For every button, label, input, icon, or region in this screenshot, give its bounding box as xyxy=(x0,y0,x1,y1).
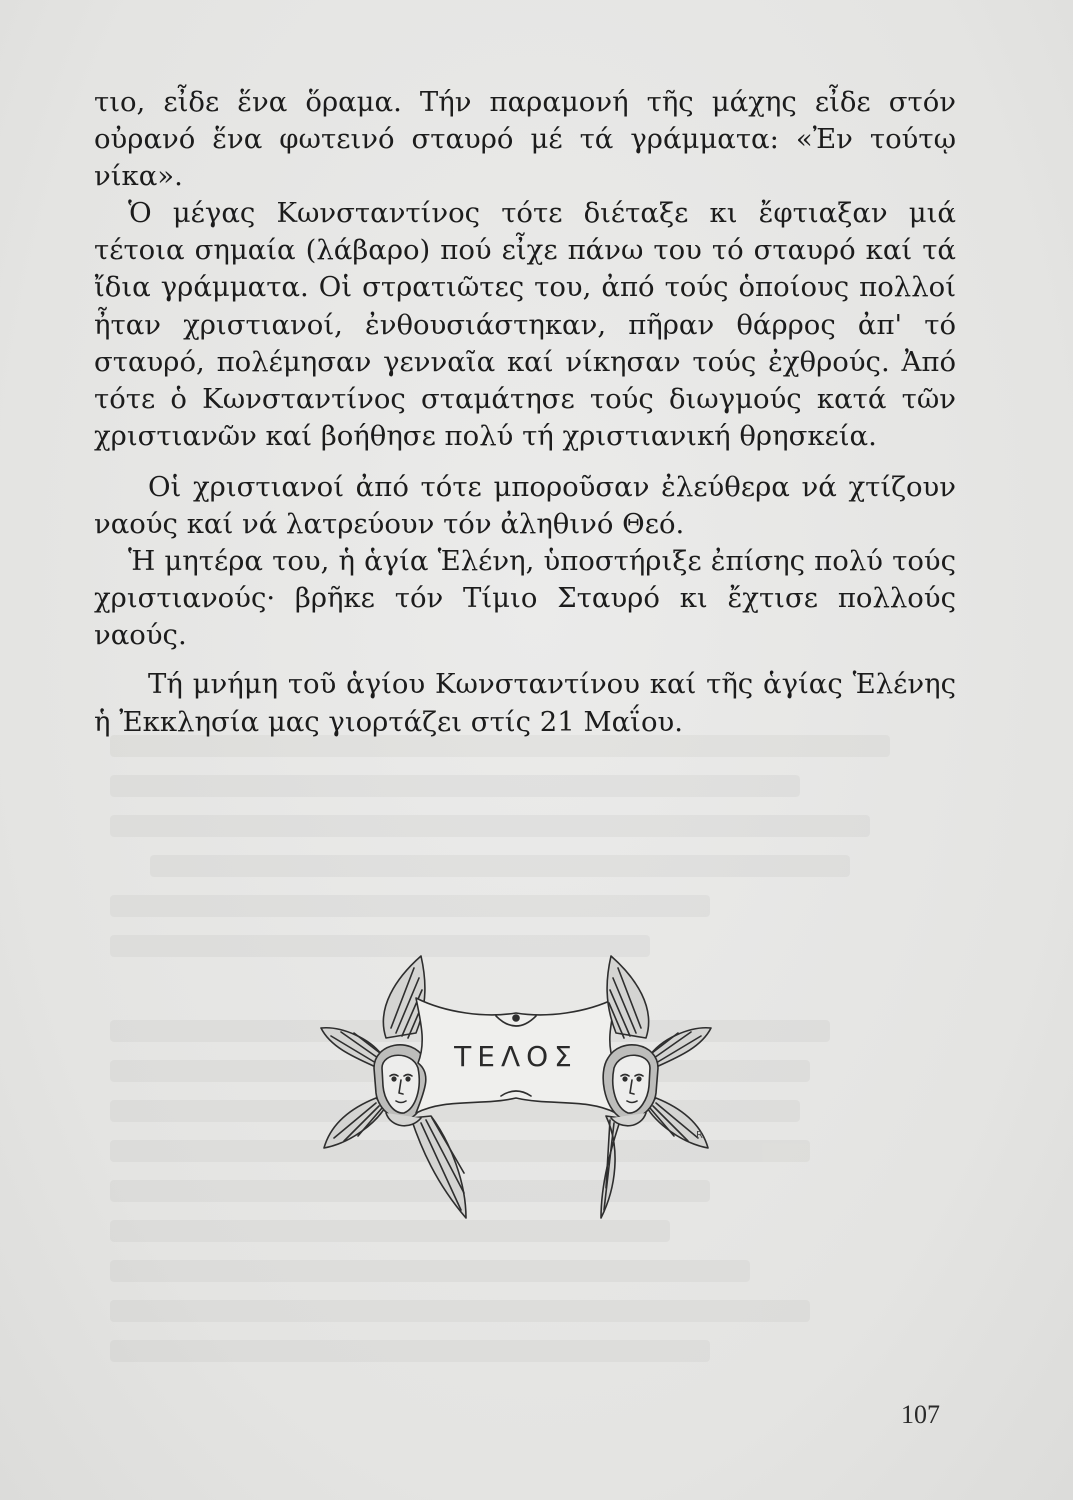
end-ornament-angels xyxy=(316,948,716,1223)
right-upper-wing xyxy=(607,956,649,1038)
left-lower-wing xyxy=(411,1116,466,1218)
paragraph-helen: Ἡ μητέρα του, ἡ ἁγία Ἑλένη, ὑποστήριξε ἐπίσης πολύ τούς χριστιανούς· βρῆκε τόν Τίμιο Σταυρό κι ἔχτισε πολλούς ναούς. xyxy=(94,545,956,652)
banner-text: ΤΕΛΟΣ xyxy=(454,1040,578,1073)
paragraph-feast-day: Τή μνήμη τοῦ ἁγίου Κωνσταντίνου καί τῆς ἁγίας Ἑλένης ἡ Ἐκκλησία μας γιορτάζει στίς 21 Μαΐου. xyxy=(94,668,956,738)
artist-signature: R xyxy=(696,1130,703,1141)
right-angel-head xyxy=(603,1045,658,1126)
paragraph-vision: τιο, εἶδε ἕνα ὅραμα. Τήν παραμονή τῆς μάχης εἶδε στόν οὐρανό ἕνα φωτεινό σταυρό μέ τά γράμματα: «Ἐν τούτῳ νίκα». xyxy=(94,86,956,193)
right-lower-wing xyxy=(601,1116,621,1218)
left-upper-wing xyxy=(383,956,425,1038)
body-text xyxy=(94,84,956,741)
paragraph-churches: Οἱ χριστιανοί ἀπό τότε μποροῦσαν ἐλεύθερα νά χτίζουν ναούς καί νά λατρεύουν τόν ἀληθινό Θεό. xyxy=(94,470,956,541)
page-number: 107 xyxy=(901,1400,940,1429)
paragraph-labarum: Ὁ μέγας Κωνσταντίνος τότε διέταξε κι ἔφτιαξαν μιά τέτοια σημαία (λάβαρο) πού εἶχε πάνω του τό σταυρό καί τά ἴδια γράμματα. Οἱ στρατιῶτες του, ἀπό τούς ὁποίους πολλοί ἦταν χριστιανοί, ἐνθουσιάστηκαν, πῆραν θάρρος ἀπ' τό σταυρό, πολέμησαν γενναῖα καί νίκησαν τούς ἐχθρούς. Ἀπό τότε ὁ Κωνσταντίνος σταμάτησε τούς διωγμούς κατά τῶν χριστιανῶν καί βοήθησε πολύ τή χριστιανική θρησκεία. xyxy=(94,197,956,452)
